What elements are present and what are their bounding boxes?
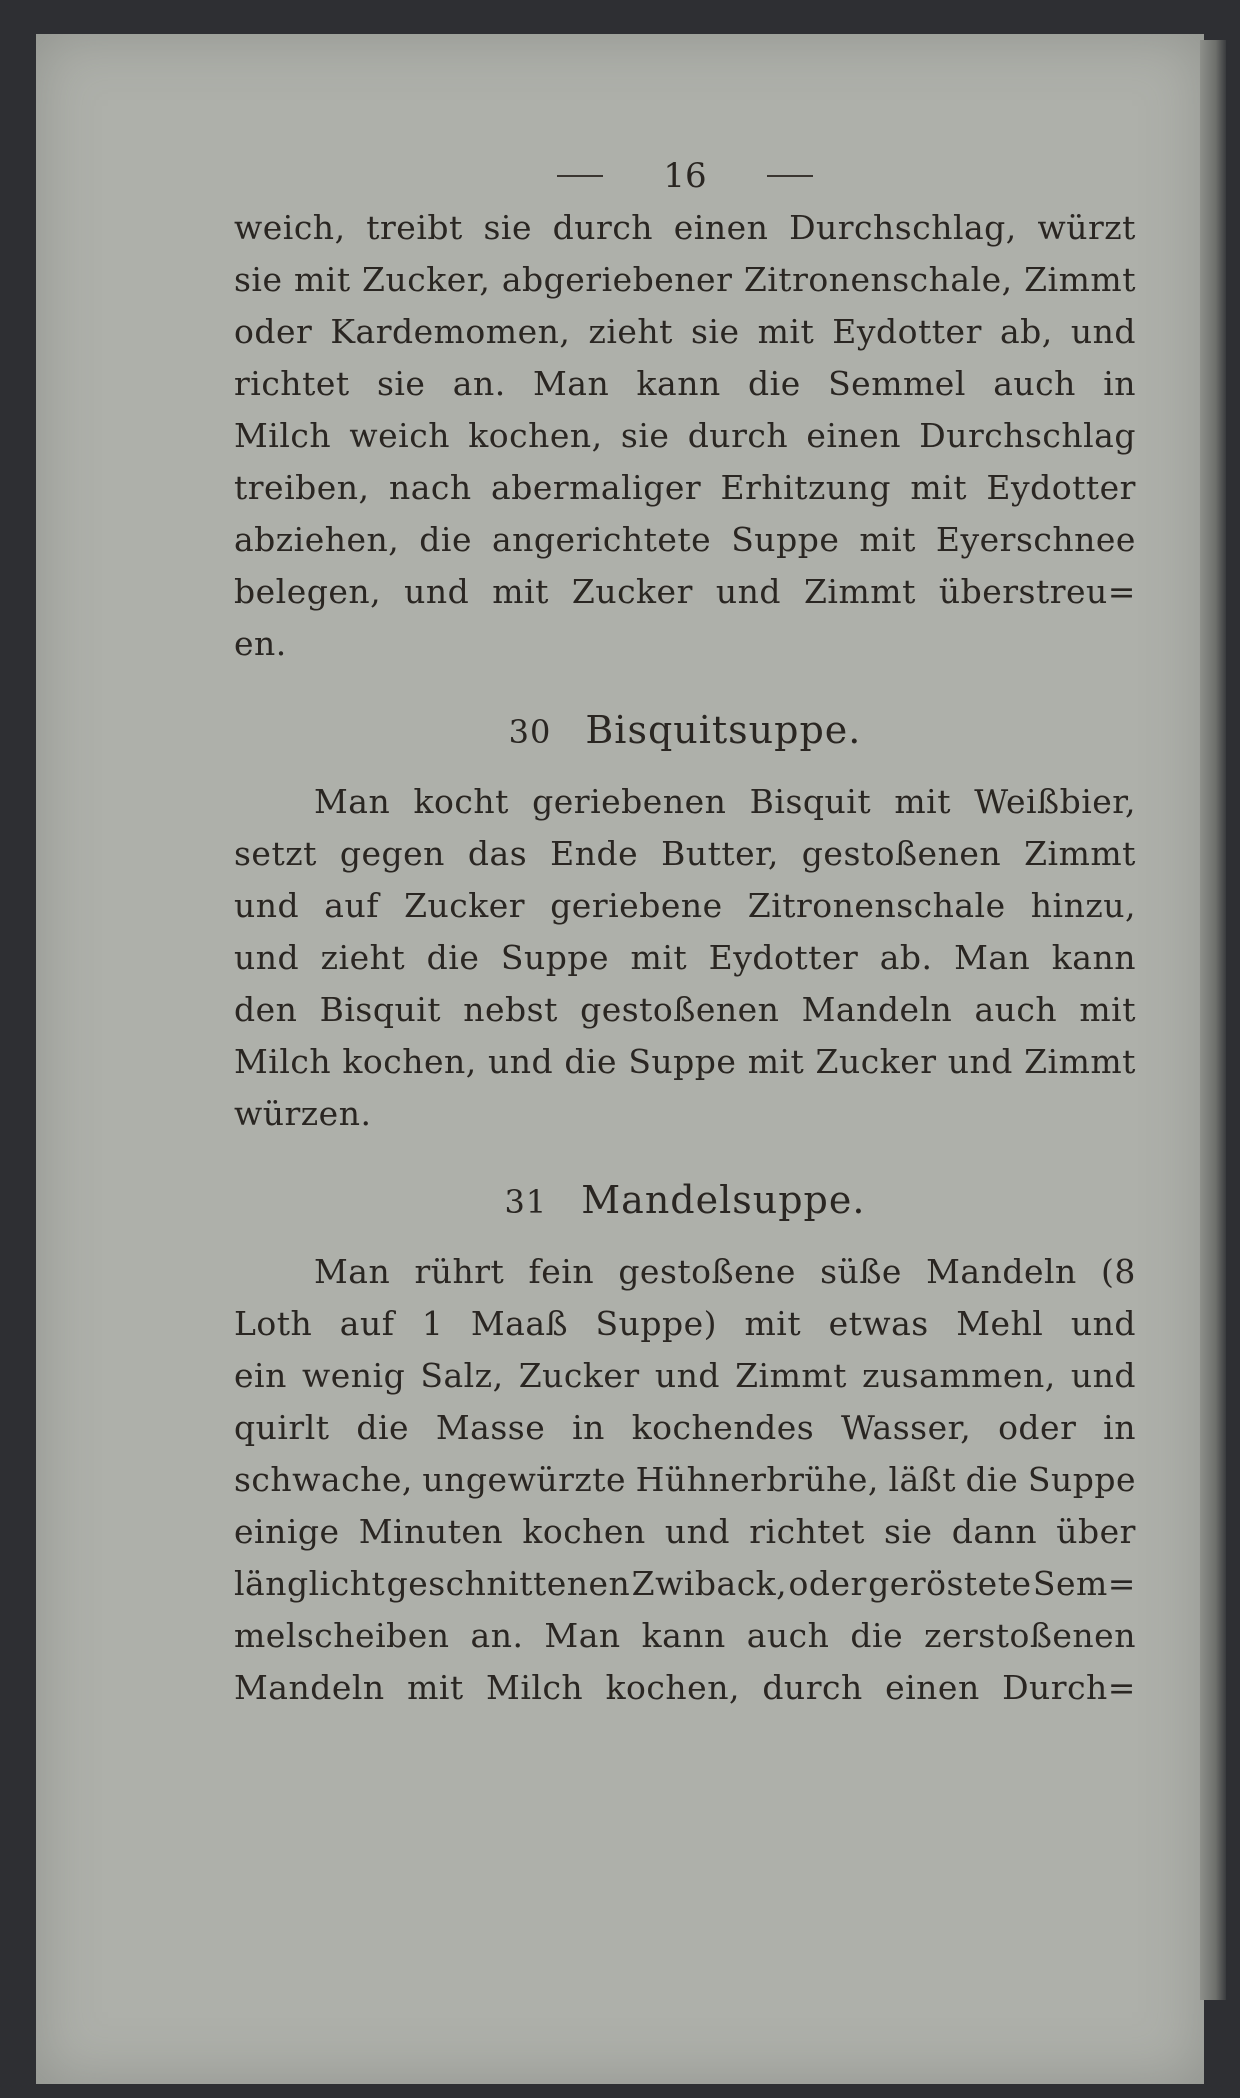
word: die — [965, 1460, 1019, 1499]
word: Mandeln — [801, 990, 953, 1029]
word: mit — [630, 938, 688, 977]
word: Zucker, — [362, 260, 491, 299]
word: Ende — [550, 834, 639, 873]
word: länglicht — [234, 1564, 386, 1603]
word: mit — [910, 468, 967, 507]
word: mit — [744, 1304, 802, 1343]
section-heading-31 — [234, 1168, 1136, 1232]
word: Mandeln — [234, 1668, 385, 1707]
word: auch — [746, 1616, 830, 1655]
word: dann — [951, 1512, 1038, 1551]
word: Semmel — [828, 364, 966, 403]
word: Butter, — [661, 834, 779, 873]
word: kochen, — [605, 1668, 740, 1707]
word: kann — [1051, 938, 1136, 977]
text-line — [234, 776, 1136, 828]
word: geriebenen — [532, 782, 727, 821]
word: Zwiback, — [631, 1564, 788, 1603]
text-line — [234, 932, 1136, 984]
word: mit — [747, 1042, 805, 1081]
word: nach — [388, 468, 472, 507]
word: Hühnerbrühe, — [635, 1460, 879, 1499]
word: ab, — [999, 312, 1053, 351]
word: die — [356, 1408, 410, 1447]
word: auch — [974, 990, 1058, 1029]
word: kocht — [413, 782, 509, 821]
text-line — [234, 514, 1136, 566]
word: mit — [407, 1668, 464, 1707]
text-line — [234, 880, 1136, 932]
word: Durchschlag, — [789, 208, 1017, 247]
word: Mandeln — [926, 1252, 1077, 1291]
word: geröstete — [868, 1564, 1032, 1603]
word: sie — [376, 364, 426, 403]
page-text-block — [234, 150, 1136, 1714]
word: mit — [859, 520, 916, 559]
section-number: 31 — [504, 1183, 548, 1221]
text-line — [234, 1350, 1136, 1402]
word: en. — [234, 624, 287, 663]
word: durch — [762, 1668, 863, 1707]
word: kochen, — [342, 1042, 477, 1081]
word: Milch — [486, 1668, 584, 1707]
word: mit — [492, 572, 549, 611]
word: über — [1056, 1512, 1136, 1551]
header-dash-left — [557, 175, 603, 177]
word: gestoßenen — [580, 990, 780, 1029]
word: auch — [993, 364, 1076, 403]
word: das — [467, 834, 528, 873]
word: Man — [533, 364, 610, 403]
word: und — [404, 572, 470, 611]
word: die — [419, 520, 472, 559]
word: sie — [483, 208, 532, 247]
word: oder — [788, 1564, 867, 1603]
word: Salz, — [420, 1356, 504, 1395]
word: kochen — [522, 1512, 646, 1551]
section-number: 30 — [508, 713, 552, 751]
text-line — [234, 1506, 1136, 1558]
text-line — [234, 358, 1136, 410]
word: ungewürzte — [422, 1460, 627, 1499]
word: süße — [820, 1252, 902, 1291]
word: an. — [452, 364, 506, 403]
word: Man — [314, 1252, 391, 1291]
word: Erhitzung — [720, 468, 891, 507]
word: würzen. — [234, 1094, 372, 1133]
word: treibt — [366, 208, 463, 247]
word: setzt — [234, 834, 317, 873]
word: Bisquit — [319, 990, 442, 1029]
word: Minuten — [358, 1512, 504, 1551]
word: Durchschlag — [919, 416, 1136, 455]
word: auf — [339, 1304, 395, 1343]
word: zieht — [320, 938, 406, 977]
word: Masse — [435, 1408, 546, 1447]
word: sie — [234, 260, 283, 299]
word: Zucker — [518, 1356, 640, 1395]
word: Man — [544, 1616, 621, 1655]
text-line — [234, 1454, 1136, 1506]
word: oder — [998, 1408, 1077, 1447]
word: richtet — [749, 1512, 865, 1551]
word: rührt — [414, 1252, 505, 1291]
word: gestoßenen — [801, 834, 1002, 873]
word: weich — [349, 416, 450, 455]
word: ab. — [879, 938, 933, 977]
word: melscheiben — [234, 1616, 450, 1655]
word: und — [1070, 1356, 1136, 1395]
word: sie — [691, 312, 740, 351]
word: Milch — [234, 1042, 332, 1081]
word: Suppe — [500, 938, 610, 977]
text-line — [234, 1036, 1136, 1088]
word: durch — [687, 416, 789, 455]
word: läßt — [888, 1460, 956, 1499]
word: die — [564, 1042, 618, 1081]
word: richtet — [234, 364, 350, 403]
text-line — [234, 1298, 1136, 1350]
word: Durch= — [1002, 1668, 1136, 1707]
word: Wasser, — [840, 1408, 972, 1447]
word: den — [234, 990, 298, 1029]
word: sie — [620, 416, 670, 455]
text-line — [234, 254, 1136, 306]
word: 1 — [421, 1304, 444, 1343]
word: und — [715, 572, 781, 611]
word: Sem= — [1032, 1564, 1136, 1603]
text-line — [234, 1088, 1136, 1140]
word: ein — [234, 1356, 287, 1395]
word: und — [654, 1356, 720, 1395]
word: mit — [1079, 990, 1136, 1029]
word: Milch — [234, 416, 332, 455]
word: quirlt — [234, 1408, 330, 1447]
text-line — [234, 202, 1136, 254]
text-line — [234, 462, 1136, 514]
word: zerstoßenen — [924, 1616, 1136, 1655]
page-header — [234, 150, 1136, 202]
word: wenig — [301, 1356, 406, 1395]
word: sie — [884, 1512, 933, 1551]
word: und — [234, 938, 300, 977]
word: mit — [894, 782, 951, 821]
word: weich, — [234, 208, 346, 247]
word: Zucker — [404, 886, 526, 925]
word: und — [234, 886, 300, 925]
word: Maaß — [470, 1304, 569, 1343]
text-line — [234, 828, 1136, 880]
word: zusammen, — [862, 1356, 1056, 1395]
word: die — [748, 364, 801, 403]
page-edge-shadow — [1200, 40, 1226, 2000]
word: Loth — [234, 1304, 313, 1343]
word: treiben, — [234, 468, 370, 507]
word: gegen — [339, 834, 445, 873]
word: an. — [470, 1616, 524, 1655]
paragraph-bisquitsuppe — [234, 776, 1136, 1140]
word: Zitronenschale — [747, 886, 1006, 925]
word: und — [947, 1042, 1013, 1081]
header-dash-right — [767, 175, 813, 177]
section-title: Mandelsuppe. — [581, 1178, 866, 1222]
word: Zimmt — [1024, 834, 1136, 873]
word: nebst — [463, 990, 558, 1029]
text-line — [234, 1610, 1136, 1662]
word: in — [1103, 364, 1136, 403]
paragraph-mandelsuppe — [234, 1246, 1136, 1714]
word: Suppe — [731, 520, 840, 559]
paragraph-continued-soup — [234, 202, 1136, 670]
word: fein — [528, 1252, 595, 1291]
word: angerichtete — [491, 520, 712, 559]
word: abermaliger — [491, 468, 702, 507]
word: überstreu= — [938, 572, 1136, 611]
word: und — [487, 1042, 554, 1081]
word: schwache, — [234, 1460, 413, 1499]
word: Zimmt — [804, 572, 916, 611]
word: durch — [552, 208, 654, 247]
word: Zitronenschale, — [743, 260, 1013, 299]
word: hinzu, — [1030, 886, 1136, 925]
word: abgeriebener — [501, 260, 733, 299]
word: Mehl — [956, 1304, 1044, 1343]
text-line — [234, 1402, 1136, 1454]
word: Zucker — [571, 572, 693, 611]
word: die — [426, 938, 480, 977]
word: gestoßene — [618, 1252, 796, 1291]
word: (8 — [1101, 1252, 1136, 1291]
word: etwas — [828, 1304, 929, 1343]
word: die — [850, 1616, 904, 1655]
word: Man — [954, 938, 1031, 977]
section-title: Bisquitsuppe. — [585, 708, 862, 752]
word: und — [1070, 312, 1136, 351]
text-line — [234, 618, 1136, 670]
word: einen — [673, 208, 769, 247]
word: mit — [757, 312, 815, 351]
word: und — [664, 1512, 731, 1551]
word: in — [572, 1408, 605, 1447]
word: geschnittenen — [386, 1564, 631, 1603]
page-number: 16 — [663, 156, 707, 196]
text-line — [234, 1558, 1136, 1610]
word: zieht — [588, 312, 673, 351]
word: mit — [293, 260, 351, 299]
text-line — [234, 410, 1136, 462]
word: Eydotter — [986, 468, 1136, 507]
word: Zimmt — [1024, 260, 1136, 299]
text-line — [234, 306, 1136, 358]
text-line — [234, 566, 1136, 618]
section-heading-30 — [234, 698, 1136, 762]
word: in — [1103, 1408, 1136, 1447]
text-line — [234, 1246, 1136, 1298]
word: belegen, — [234, 572, 382, 611]
word: einen — [806, 416, 901, 455]
word: Zimmt — [1024, 1042, 1136, 1081]
word: kann — [636, 364, 721, 403]
word: Zimmt — [735, 1356, 847, 1395]
word: Eyerschnee — [935, 520, 1136, 559]
word: Suppe) — [595, 1304, 718, 1343]
word: Eydotter — [708, 938, 859, 977]
word: kochen, — [468, 416, 603, 455]
word: und — [1070, 1304, 1136, 1343]
word: Kardemomen, — [330, 312, 571, 351]
word: oder — [234, 312, 313, 351]
word: auf — [324, 886, 379, 925]
word: Eydotter — [832, 312, 982, 351]
word: kann — [641, 1616, 726, 1655]
word: geriebene — [550, 886, 723, 925]
word: Weißbier, — [974, 782, 1136, 821]
word: Man — [314, 782, 391, 821]
word: Suppe — [628, 1042, 737, 1081]
word: einige — [234, 1512, 340, 1551]
text-line — [234, 984, 1136, 1036]
word: kochendes — [631, 1408, 815, 1447]
word: würzt — [1037, 208, 1136, 247]
text-line — [234, 1662, 1136, 1714]
word: abziehen, — [234, 520, 400, 559]
word: einen — [885, 1668, 980, 1707]
word: Suppe — [1027, 1460, 1136, 1499]
word: Bisquit — [749, 782, 872, 821]
word: Zucker — [815, 1042, 937, 1081]
